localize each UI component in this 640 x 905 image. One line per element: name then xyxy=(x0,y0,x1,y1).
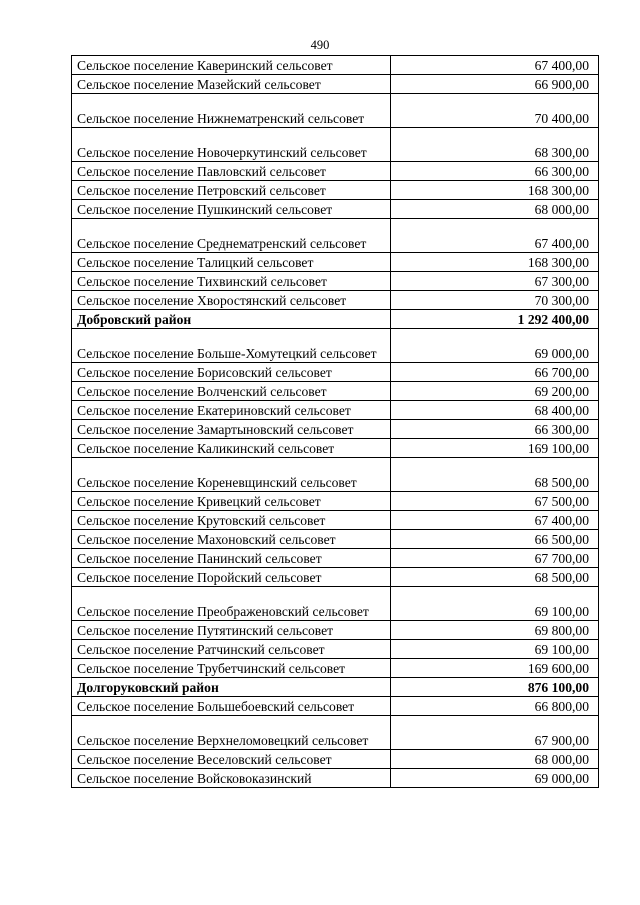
table-row xyxy=(72,272,599,291)
table-row xyxy=(72,401,599,420)
table-row xyxy=(72,640,599,659)
settlement-name: Сельское поселение Каверинский сельсовет xyxy=(72,56,391,75)
table-row xyxy=(72,621,599,640)
table-row xyxy=(72,291,599,310)
table-row xyxy=(72,568,599,587)
settlement-amount: 69 100,00 xyxy=(391,587,599,621)
settlement-amount: 67 700,00 xyxy=(391,549,599,568)
settlement-amount: 169 100,00 xyxy=(391,439,599,458)
settlement-name: Сельское поселение Путятинский сельсовет xyxy=(72,621,391,640)
table-row xyxy=(72,530,599,549)
settlement-amount: 68 000,00 xyxy=(391,200,599,219)
settlement-name: Сельское поселение Пушкинский сельсовет xyxy=(72,200,391,219)
table-row xyxy=(72,587,599,621)
table-row xyxy=(72,200,599,219)
settlement-name: Сельское поселение Хворостянский сельсовет xyxy=(72,291,391,310)
page-number: 490 xyxy=(310,38,330,52)
settlement-name: Сельское поселение Новочеркутинский сельсовет xyxy=(72,128,391,162)
table-row xyxy=(72,94,599,128)
settlement-name: Сельское поселение Большебоевский сельсовет xyxy=(72,697,391,716)
settlement-amount: 68 300,00 xyxy=(391,128,599,162)
table-row xyxy=(72,253,599,272)
settlement-amount: 69 000,00 xyxy=(391,769,599,788)
settlement-amount: 69 000,00 xyxy=(391,329,599,363)
settlement-name: Сельское поселение Кривецкий сельсовет xyxy=(72,492,391,511)
district-total-row xyxy=(72,678,599,697)
settlement-amount: 68 500,00 xyxy=(391,458,599,492)
settlement-name: Сельское поселение Махоновский сельсовет xyxy=(72,530,391,549)
table-row xyxy=(72,56,599,75)
settlement-name: Сельское поселение Замартыновский сельсовет xyxy=(72,420,391,439)
settlement-name: Сельское поселение Петровский сельсовет xyxy=(72,181,391,200)
settlement-name: Сельское поселение Больше-Хомутецкий сельсовет xyxy=(72,329,391,363)
settlement-amount: 66 900,00 xyxy=(391,75,599,94)
settlement-amount: 67 900,00 xyxy=(391,716,599,750)
settlement-name: Сельское поселение Преображеновский сельсовет xyxy=(72,587,391,621)
settlement-name: Сельское поселение Верхнеломовецкий сельсовет xyxy=(72,716,391,750)
settlement-amount: 67 400,00 xyxy=(391,219,599,253)
table-row xyxy=(72,128,599,162)
settlement-amount: 67 400,00 xyxy=(391,56,599,75)
table-row xyxy=(72,549,599,568)
settlement-name: Сельское поселение Веселовский сельсовет xyxy=(72,750,391,769)
settlement-name: Сельское поселение Поройский сельсовет xyxy=(72,568,391,587)
table-row xyxy=(72,363,599,382)
budget-allocation-table xyxy=(71,55,599,788)
settlement-name: Сельское поселение Войсковоказинский xyxy=(72,769,391,788)
settlement-amount: 168 300,00 xyxy=(391,253,599,272)
table-row xyxy=(72,439,599,458)
settlement-amount: 66 500,00 xyxy=(391,530,599,549)
table-row xyxy=(72,329,599,363)
settlement-amount: 67 300,00 xyxy=(391,272,599,291)
district-name: Долгоруковский район xyxy=(72,678,391,697)
table-row xyxy=(72,697,599,716)
settlement-name: Сельское поселение Талицкий сельсовет xyxy=(72,253,391,272)
settlement-amount: 66 300,00 xyxy=(391,420,599,439)
settlement-name: Сельское поселение Тихвинский сельсовет xyxy=(72,272,391,291)
settlement-amount: 67 400,00 xyxy=(391,511,599,530)
settlement-amount: 70 400,00 xyxy=(391,94,599,128)
settlement-name: Сельское поселение Екатериновский сельсовет xyxy=(72,401,391,420)
table-row xyxy=(72,716,599,750)
table-row xyxy=(72,458,599,492)
settlement-amount: 169 600,00 xyxy=(391,659,599,678)
settlement-amount: 66 700,00 xyxy=(391,363,599,382)
settlement-amount: 70 300,00 xyxy=(391,291,599,310)
settlement-amount: 66 800,00 xyxy=(391,697,599,716)
table-row xyxy=(72,511,599,530)
settlement-name: Сельское поселение Мазейский сельсовет xyxy=(72,75,391,94)
table-row xyxy=(72,659,599,678)
settlement-name: Сельское поселение Крутовский сельсовет xyxy=(72,511,391,530)
settlement-amount: 69 800,00 xyxy=(391,621,599,640)
settlement-amount: 66 300,00 xyxy=(391,162,599,181)
table-row xyxy=(72,181,599,200)
table-row xyxy=(72,162,599,181)
table-row xyxy=(72,219,599,253)
settlement-amount: 68 000,00 xyxy=(391,750,599,769)
settlement-name: Сельское поселение Среднематренский сельсовет xyxy=(72,219,391,253)
settlement-name: Сельское поселение Павловский сельсовет xyxy=(72,162,391,181)
settlement-name: Сельское поселение Нижнематренский сельсовет xyxy=(72,94,391,128)
district-total-amount: 876 100,00 xyxy=(391,678,599,697)
district-name: Добровский район xyxy=(72,310,391,329)
settlement-name: Сельское поселение Кореневщинский сельсовет xyxy=(72,458,391,492)
settlement-amount: 69 200,00 xyxy=(391,382,599,401)
table-row xyxy=(72,75,599,94)
settlement-name: Сельское поселение Панинский сельсовет xyxy=(72,549,391,568)
settlement-name: Сельское поселение Волченский сельсовет xyxy=(72,382,391,401)
table-row xyxy=(72,492,599,511)
settlement-name: Сельское поселение Трубетчинский сельсовет xyxy=(72,659,391,678)
table-row xyxy=(72,382,599,401)
table-row xyxy=(72,420,599,439)
settlement-name: Сельское поселение Каликинский сельсовет xyxy=(72,439,391,458)
settlement-amount: 168 300,00 xyxy=(391,181,599,200)
settlement-amount: 68 500,00 xyxy=(391,568,599,587)
settlement-amount: 68 400,00 xyxy=(391,401,599,420)
table-row xyxy=(72,750,599,769)
table-row xyxy=(72,769,599,788)
settlement-amount: 69 100,00 xyxy=(391,640,599,659)
settlement-name: Сельское поселение Борисовский сельсовет xyxy=(72,363,391,382)
table-body xyxy=(72,56,599,788)
district-total-row xyxy=(72,310,599,329)
settlement-name: Сельское поселение Ратчинский сельсовет xyxy=(72,640,391,659)
district-total-amount: 1 292 400,00 xyxy=(391,310,599,329)
settlement-amount: 67 500,00 xyxy=(391,492,599,511)
